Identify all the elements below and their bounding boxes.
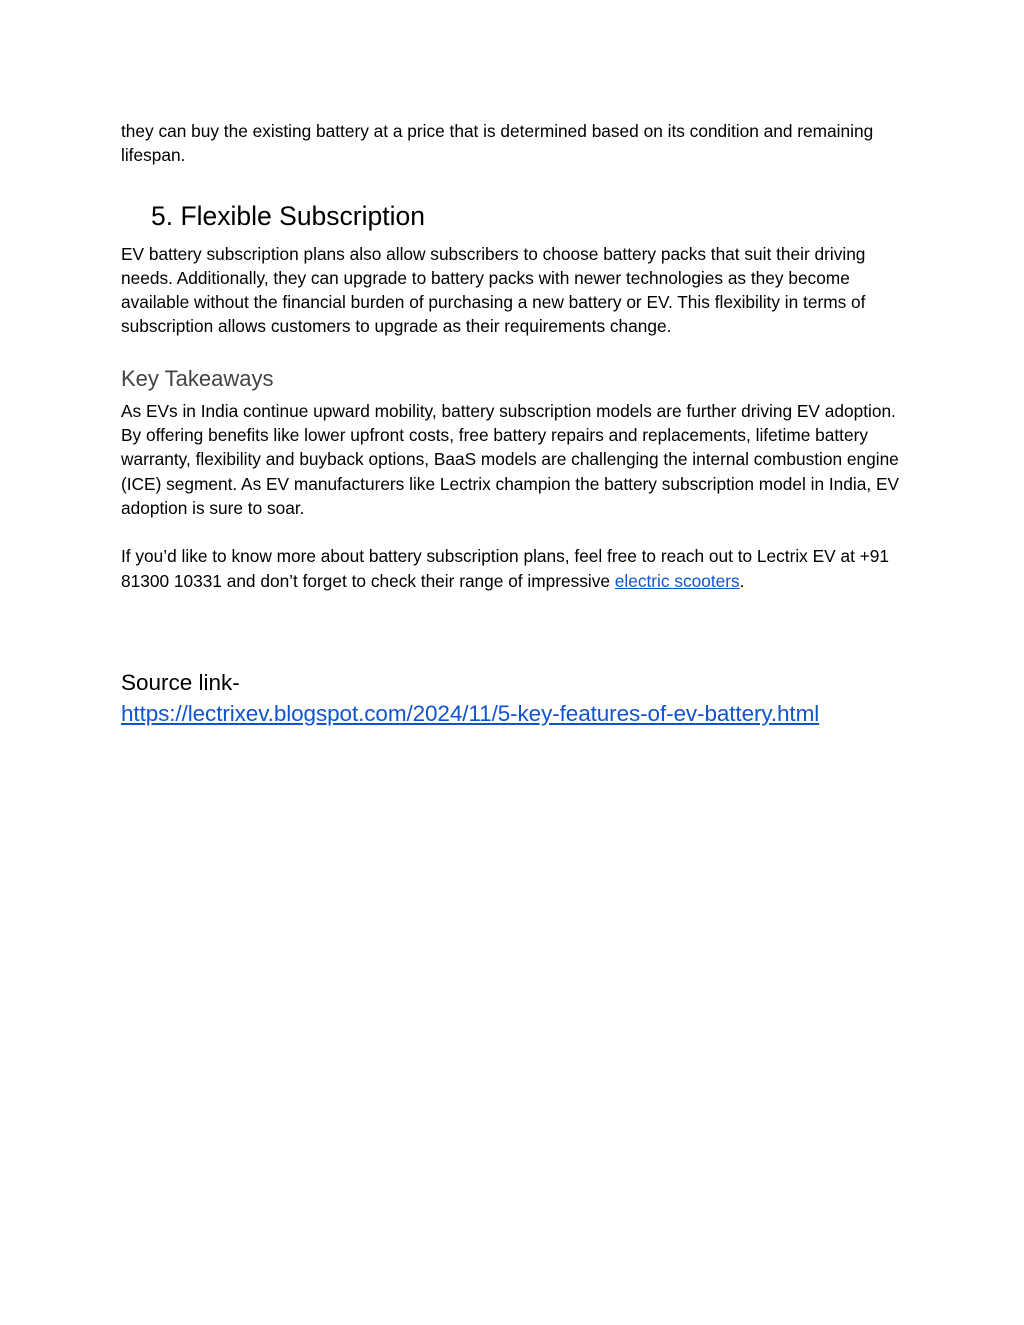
key-takeaways-paragraph: As EVs in India continue upward mobility, battery subscription models are further driving EV adoption. By offering benefits like lower upfront costs, free battery repairs and replacements, lifetime battery warranty, flexibility and buyback options, BaaS models are challenging the internal combustion engine (ICE) segment. As EV manufacturers like Lectrix champion the battery subscription model in India, EV adoption is sure to soar. [121,400,900,518]
contact-paragraph [121,544,911,593]
source-url-link[interactable]: https://lectrixev.blogspot.com/2024/11/5-key-features-of-ev-battery.html [121,700,820,726]
electric-scooters-link[interactable]: electric scooters [614,570,740,591]
intro-paragraph: they can buy the existing battery at a price that is determined based on its condition and remaining lifespan. [121,121,874,166]
key-takeaways-heading: Key Takeaways [121,365,274,391]
source-label: Source link- [121,669,240,695]
contact-text-end: . [739,570,745,591]
contact-text: If you’d like to know more about battery subscription plans, feel free to reach out to Lectrix EV at +91 81300 10331 and don’t forget to check their range of impressive [121,546,889,591]
source-block [121,667,911,729]
section-heading-flexible-subscription: 5. Flexible Subscription [151,200,425,231]
flexible-subscription-paragraph: EV battery subscription plans also allow subscribers to choose battery packs that suit their driving needs. Additionally, they can upgrade to battery packs with newer technologies as they become available without the financial burden of purchasing a new battery or EV. This flexibility in terms of subscription allows customers to upgrade as their requirements change. [121,243,866,337]
document-body [121,119,911,729]
